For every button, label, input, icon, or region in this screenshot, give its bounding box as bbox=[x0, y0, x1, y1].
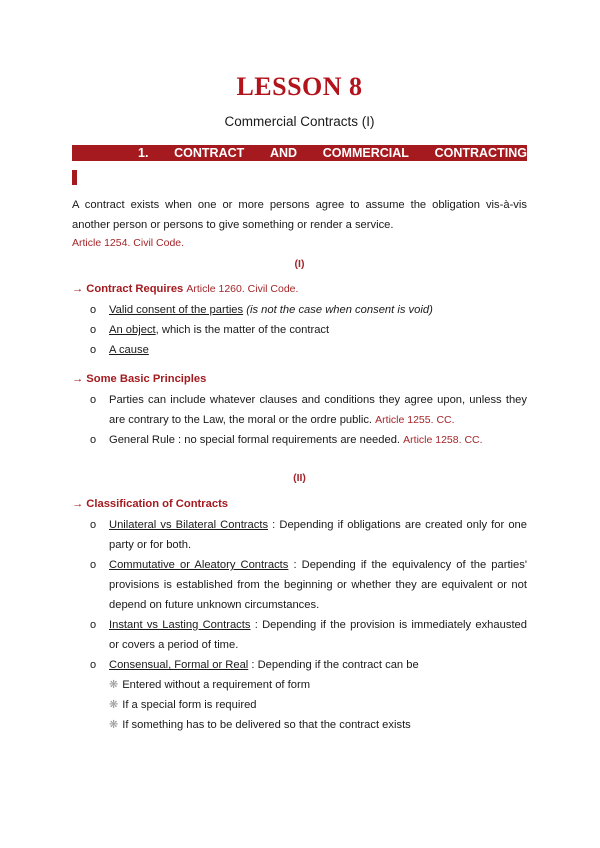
requires-reference: Article 1260. Civil Code. bbox=[186, 283, 299, 295]
section-word: CONTRACTING bbox=[434, 146, 527, 160]
asterisk-bullet-icon: ❋ bbox=[109, 679, 119, 691]
asterisk-bullet-icon: ❋ bbox=[109, 699, 119, 711]
section-bar-stub bbox=[72, 170, 77, 185]
bullet-o: o bbox=[90, 394, 97, 406]
list-item bbox=[90, 515, 527, 555]
item-text: Parties can include whatever clauses and conditions they agree upon, unless they are contrary to the Law, the moral or the ordre public. bbox=[109, 394, 527, 426]
item-text: : Depending if the equivalency of the parties' provisions is established from the beginning or whether they are equivalent or not depend on future unknown circumstances. bbox=[109, 559, 527, 611]
list-item bbox=[90, 390, 527, 430]
list-item bbox=[90, 655, 527, 675]
item-label: Unilateral vs Bilateral Contracts bbox=[109, 519, 269, 531]
list-item bbox=[90, 615, 527, 655]
sub-item-text: If something has to be delivered so that the contract exists bbox=[122, 719, 411, 731]
classification-sublist bbox=[109, 675, 411, 735]
requires-heading bbox=[72, 283, 298, 295]
item-text: : Depending if the provision is immediately exhausted or covers a period of time. bbox=[109, 619, 527, 651]
section-word: CONTRACT bbox=[174, 146, 245, 160]
bullet-o: o bbox=[90, 434, 97, 446]
requires-list bbox=[90, 300, 527, 360]
bullet-o: o bbox=[90, 559, 97, 571]
section-word: AND bbox=[269, 146, 298, 160]
classification-list bbox=[90, 515, 527, 675]
item-text: General Rule : no special formal requirements are needed. bbox=[109, 434, 401, 446]
principles-list bbox=[90, 390, 527, 450]
list-item bbox=[90, 320, 527, 340]
item-label: An object bbox=[109, 324, 156, 336]
item-reference: Article 1258. CC. bbox=[403, 434, 483, 446]
sub-item-text: Entered without a requirement of form bbox=[122, 679, 311, 691]
item-label: Consensual, Formal or Real bbox=[109, 659, 249, 671]
item-text: : Depending if obligations are created only for one party or for both. bbox=[109, 519, 528, 551]
bullet-o: o bbox=[90, 619, 97, 631]
part-two-mark: (II) bbox=[293, 472, 306, 484]
classification-heading: → Classification of Contracts bbox=[72, 498, 229, 510]
section-number: 1. bbox=[138, 146, 149, 160]
item-label: A cause bbox=[109, 344, 149, 356]
asterisk-bullet-icon: ❋ bbox=[109, 719, 119, 731]
part-one-mark: (I) bbox=[294, 258, 305, 270]
section-word: COMMERCIAL bbox=[322, 146, 409, 160]
list-item bbox=[90, 340, 527, 360]
bullet-o: o bbox=[90, 304, 97, 316]
bullet-o: o bbox=[90, 519, 97, 531]
item-label: Commutative or Aleatory Contracts bbox=[109, 559, 289, 571]
item-label: Instant vs Lasting Contracts bbox=[109, 619, 251, 631]
intro-paragraph: A contract exists when one or more persons agree to assume the obligation vis-à-vis another person or persons to give something or render a service. bbox=[72, 199, 527, 231]
section-heading-bar bbox=[72, 145, 527, 161]
lesson-subtitle: Commercial Contracts (I) bbox=[224, 114, 375, 129]
list-item bbox=[90, 430, 527, 450]
requires-heading-text: → Contract Requires bbox=[72, 283, 184, 295]
list-item bbox=[90, 555, 527, 615]
intro-reference: Article 1254. Civil Code. bbox=[72, 237, 185, 249]
bullet-o: o bbox=[90, 344, 97, 356]
bullet-o: o bbox=[90, 324, 97, 336]
sub-list-item bbox=[109, 695, 411, 715]
list-item bbox=[90, 300, 527, 320]
lesson-title: LESSON 8 bbox=[236, 72, 363, 101]
sub-item-text: If a special form is required bbox=[122, 699, 257, 711]
item-text: , which is the matter of the contract bbox=[155, 324, 330, 336]
item-reference: Article 1255. CC. bbox=[375, 414, 455, 426]
bullet-o: o bbox=[90, 659, 97, 671]
principles-heading: → Some Basic Principles bbox=[72, 373, 207, 385]
item-label: Valid consent of the parties bbox=[109, 304, 244, 316]
sub-list-item bbox=[109, 675, 411, 695]
item-text: : Depending if the contract can be bbox=[248, 659, 419, 671]
item-note: (is not the case when consent is void) bbox=[246, 304, 433, 316]
sub-list-item bbox=[109, 715, 411, 735]
